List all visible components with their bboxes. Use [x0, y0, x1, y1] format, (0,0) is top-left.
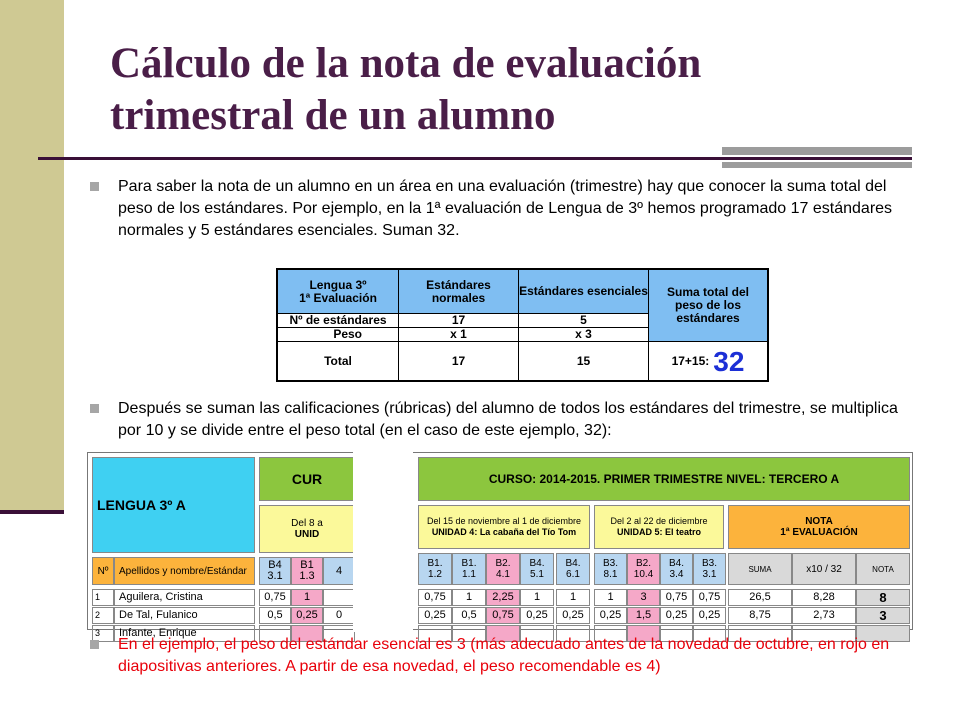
t2-std-right-header — [452, 553, 486, 585]
t2-cell-score: 3 — [627, 589, 660, 606]
t2-std-right-header — [660, 553, 693, 585]
t2-std-right-header — [556, 553, 590, 585]
t2-cell-nota: 3 — [856, 607, 910, 624]
bullet-2 — [118, 398, 918, 442]
t1-header-normal: Estándares normales — [399, 270, 519, 314]
title-rule — [38, 157, 912, 160]
t2-unit5-name: UNIDAD 5: El teatro — [616, 527, 701, 537]
title-rule-accent-2 — [722, 162, 912, 168]
t2-std-right-header — [594, 553, 627, 585]
bullet-square-icon — [90, 640, 99, 649]
t2-cell-nota: 8 — [856, 589, 910, 606]
t2-std-code: 4 — [335, 564, 343, 577]
t1-r3-normal: 17 — [399, 342, 519, 380]
slide-title — [110, 38, 910, 142]
t2-std-num: 1.1 — [462, 569, 476, 580]
title-rule-accent — [722, 147, 912, 155]
t2-cell-suma: 8,75 — [728, 607, 792, 624]
t1-r3-label: Total — [278, 342, 399, 380]
t2-std-code: B4. — [529, 558, 545, 569]
t2-cell-score: 0,25 — [660, 607, 693, 624]
t2-std-left-header — [323, 557, 355, 585]
t2-cell-name: De Tal, Fulanico — [114, 607, 255, 624]
bullet-square-icon — [90, 182, 99, 191]
t1-header-sum: Suma total del peso de los estándares — [649, 270, 767, 342]
bullet-1 — [118, 176, 918, 242]
t2-std-num: 10.4 — [633, 569, 654, 580]
t1-r3-essential: 15 — [519, 342, 649, 380]
t2-cell-score: 1 — [556, 589, 590, 606]
t2-std-num: 3.4 — [669, 569, 684, 580]
t2-unit4-name: UNIDAD 4: La cabaña del Tío Tom — [431, 527, 577, 537]
t1-eval: 1ª Evaluación — [299, 290, 377, 305]
t2-cell-suma: 26,5 — [728, 589, 792, 606]
t2-cell-score: 0 — [323, 607, 355, 624]
sidebar-accent-bar — [0, 510, 64, 514]
t2-cell-score: 0,25 — [693, 607, 726, 624]
t1-r2-normal: x 1 — [399, 328, 519, 342]
t2-nota-title: NOTA — [805, 516, 833, 527]
t2-col-suma: SUMA — [728, 553, 792, 585]
t2-std-right-header — [627, 553, 660, 585]
t2-std-num: 6.1 — [566, 569, 580, 580]
t2-std-code: B4 — [268, 559, 282, 571]
bullet-3 — [118, 634, 918, 678]
bullet-1-text: Para saber la nota de un alumno en un área en una evaluación (trimestre) hay que conocer la suma total del peso de los estándares. Por ejemplo, en la 1ª evaluación de Lengua de 3º hemos programado 17 estándares normales y 5 estándares esenciales. Suman 32. — [118, 178, 893, 239]
t2-std-right-header — [520, 553, 554, 585]
t2-std-num: 8.1 — [603, 569, 618, 580]
t2-cell-x10: 2,73 — [792, 607, 856, 624]
t2-std-right-header — [693, 553, 726, 585]
t1-r2-label: Peso — [278, 328, 399, 342]
t2-cell-n: 3 — [92, 625, 114, 642]
t2-cell-score: 0,25 — [291, 607, 323, 624]
t2-std-num: 3.1 — [702, 569, 717, 580]
t2-col-x10: x10 / 32 — [792, 553, 856, 585]
t1-sum-formula: 17+15: — [671, 353, 710, 368]
t2-cell-n: 1 — [92, 589, 114, 606]
t2-cell-score: 0,75 — [693, 589, 726, 606]
t2-cell-x10: 8,28 — [792, 589, 856, 606]
t2-std-code: B4. — [565, 558, 581, 569]
t2-unit-partial-dates: Del 8 a — [291, 518, 323, 529]
t2-std-code: B2. — [635, 558, 651, 569]
t2-std-num: 1.2 — [428, 569, 442, 580]
t1-sum-value: 32 — [713, 345, 745, 377]
t2-std-num: 5.1 — [530, 569, 544, 580]
t2-std-right-header — [418, 553, 452, 585]
t2-cell-score: 0,75 — [259, 589, 291, 606]
t2-unit-partial — [259, 505, 355, 553]
t1-subject: Lengua 3º — [309, 277, 367, 292]
t1-header-subject — [278, 270, 399, 314]
t1-r1-label: Nº de estándares — [278, 314, 399, 328]
t2-cell-name: Infante, Enrique — [114, 625, 255, 642]
weights-table — [276, 268, 769, 382]
t2-std-num: 3.1 — [267, 570, 283, 582]
t2-std-right-header — [486, 553, 520, 585]
t2-course: CURSO: 2014-2015. PRIMER TRIMESTRE NIVEL: TERCERO A — [418, 457, 910, 501]
t2-cell-score: 0,25 — [418, 607, 452, 624]
t1-r1-normal: 17 — [399, 314, 519, 328]
t2-cell-score: 0,25 — [594, 607, 627, 624]
table-gap — [353, 450, 413, 632]
t2-cell-score: 0,5 — [259, 607, 291, 624]
t2-std-left-header — [259, 557, 291, 585]
title-line-2: trimestral de un alumno — [110, 92, 556, 139]
t2-std-code: B3. — [701, 558, 717, 569]
t2-cell-score — [323, 589, 355, 606]
t2-cell-score: 0,25 — [556, 607, 590, 624]
t2-cur-partial: CUR — [259, 457, 355, 501]
t2-cell-n: 2 — [92, 607, 114, 624]
t2-cell-score: 1 — [520, 589, 554, 606]
t1-r2-essential: x 3 — [519, 328, 649, 342]
t2-std-code: B1 — [300, 559, 314, 571]
title-line-1: Cálculo de la nota de evaluación — [110, 40, 702, 87]
t2-col-nota: NOTA — [856, 553, 910, 585]
t2-cell-score: 0,75 — [660, 589, 693, 606]
grades-table — [87, 452, 913, 639]
t2-cell-score: 1,5 — [627, 607, 660, 624]
t2-col-n: Nº — [92, 557, 114, 585]
t2-cell-score: 1 — [594, 589, 627, 606]
t2-cell-score: 1 — [291, 589, 323, 606]
t2-unit-partial-name: UNID — [294, 529, 320, 540]
t2-nota-header — [728, 505, 910, 549]
t2-std-num: 4.1 — [496, 569, 510, 580]
t2-unit4 — [418, 505, 590, 549]
t2-unit5-dates: Del 2 al 22 de diciembre — [610, 516, 708, 526]
t2-unit5 — [594, 505, 724, 549]
t2-unit4-dates: Del 15 de noviembre al 1 de diciembre — [426, 516, 582, 526]
bullet-square-icon — [90, 404, 99, 413]
t2-cell-score: 0,25 — [520, 607, 554, 624]
t2-cell-score: 1 — [452, 589, 486, 606]
t2-nota-eval: 1ª EVALUACIÓN — [780, 527, 858, 538]
t2-cell-name: Aguilera, Cristina — [114, 589, 255, 606]
sidebar-decoration — [0, 0, 64, 510]
bullet-3-text: En el ejemplo, el peso del estándar esencial es 3 (más adecuado antes de la novedad de octubre, en rojo en diapositivas anteriores. A partir de esa novedad, el peso recomendable es 4) — [118, 636, 890, 675]
t2-cell-score: 2,25 — [486, 589, 520, 606]
t2-subject: LENGUA 3º A — [92, 457, 255, 553]
t1-r1-essential: 5 — [519, 314, 649, 328]
bullet-2-text: Después se suman las calificaciones (rúbricas) del alumno de todos los estándares del trimestre, se multiplica por 10 y se divide entre el peso total (en el caso de este ejemplo, 32): — [118, 400, 898, 439]
t2-cell-score: 0,75 — [418, 589, 452, 606]
t2-std-code: B4. — [668, 558, 684, 569]
t1-sum-cell — [649, 342, 767, 380]
t2-col-name: Apellidos y nombre/Estándar — [114, 557, 255, 585]
t1-header-essential: Estándares esenciales — [519, 270, 649, 314]
t2-std-num: 1.3 — [299, 570, 315, 582]
t2-std-left-header — [291, 557, 323, 585]
t2-std-code: B2. — [495, 558, 511, 569]
t2-cell-score: 0,75 — [486, 607, 520, 624]
t2-cell-score: 0,5 — [452, 607, 486, 624]
t2-std-code: B1. — [461, 558, 477, 569]
t2-std-code: B3. — [602, 558, 618, 569]
t2-std-code: B1. — [427, 558, 443, 569]
